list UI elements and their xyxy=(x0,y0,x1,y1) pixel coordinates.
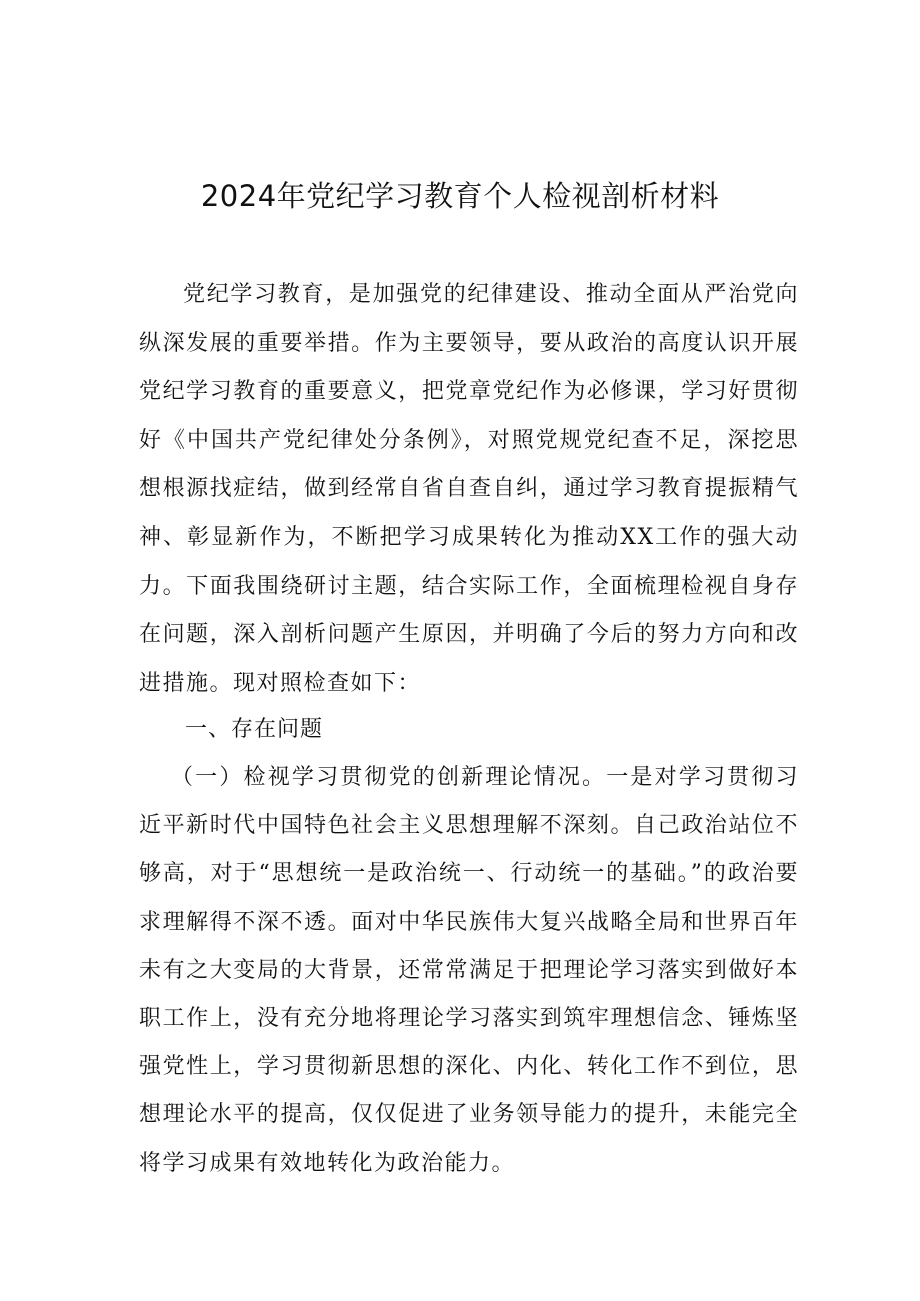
body-paragraph: （一）检视学习贯彻党的创新理论情况。一是对学习贯彻习近平新时代中国特色社会主义思想理解不深刻。自己政治站位不够高，对于“思想统一是政治统一、行动统一的基础。”的政治要求理解得不深不透。面对中华民族伟大复兴战略全局和世界百年未有之大变局的大背景，还常常满足于把理论学习落实到做好本职工作上，没有充分地将理论学习落实到筑牢理想信念、锤炼坚强党性上，学习贯彻新思想的深化、内化、转化工作不到位，思想理论水平的提高，仅仅促进了业务领导能力的提升，未能完全将学习成果有效地转化为政治能力。 xyxy=(139,765,799,1176)
document-title: 2024年党纪学习教育个人检视剖析材料 xyxy=(200,179,720,213)
section-heading: 一、存在问题 xyxy=(185,717,324,742)
intro-paragraph: 党纪学习教育，是加强党的纪律建设、推动全面从严治党向纵深发展的重要举措。作为主要领导，要从政治的高度认识开展党纪学习教育的重要意义，把党章党纪作为必修课，学习好贯彻好《中国共产党纪律处分条例》，对照党规党纪查不足，深挖思想根源找症结，做到经常自省自查自纠，通过学习教育提振精气神、彰显新作为，不断把学习成果转化为推动XX工作的强大动力。下面我围绕研讨主题，结合实际工作，全面梳理检视自身存在问题，深入剖析问题产生原因，并明确了今后的努力方向和改进措施。现对照检查如下： xyxy=(139,282,799,696)
